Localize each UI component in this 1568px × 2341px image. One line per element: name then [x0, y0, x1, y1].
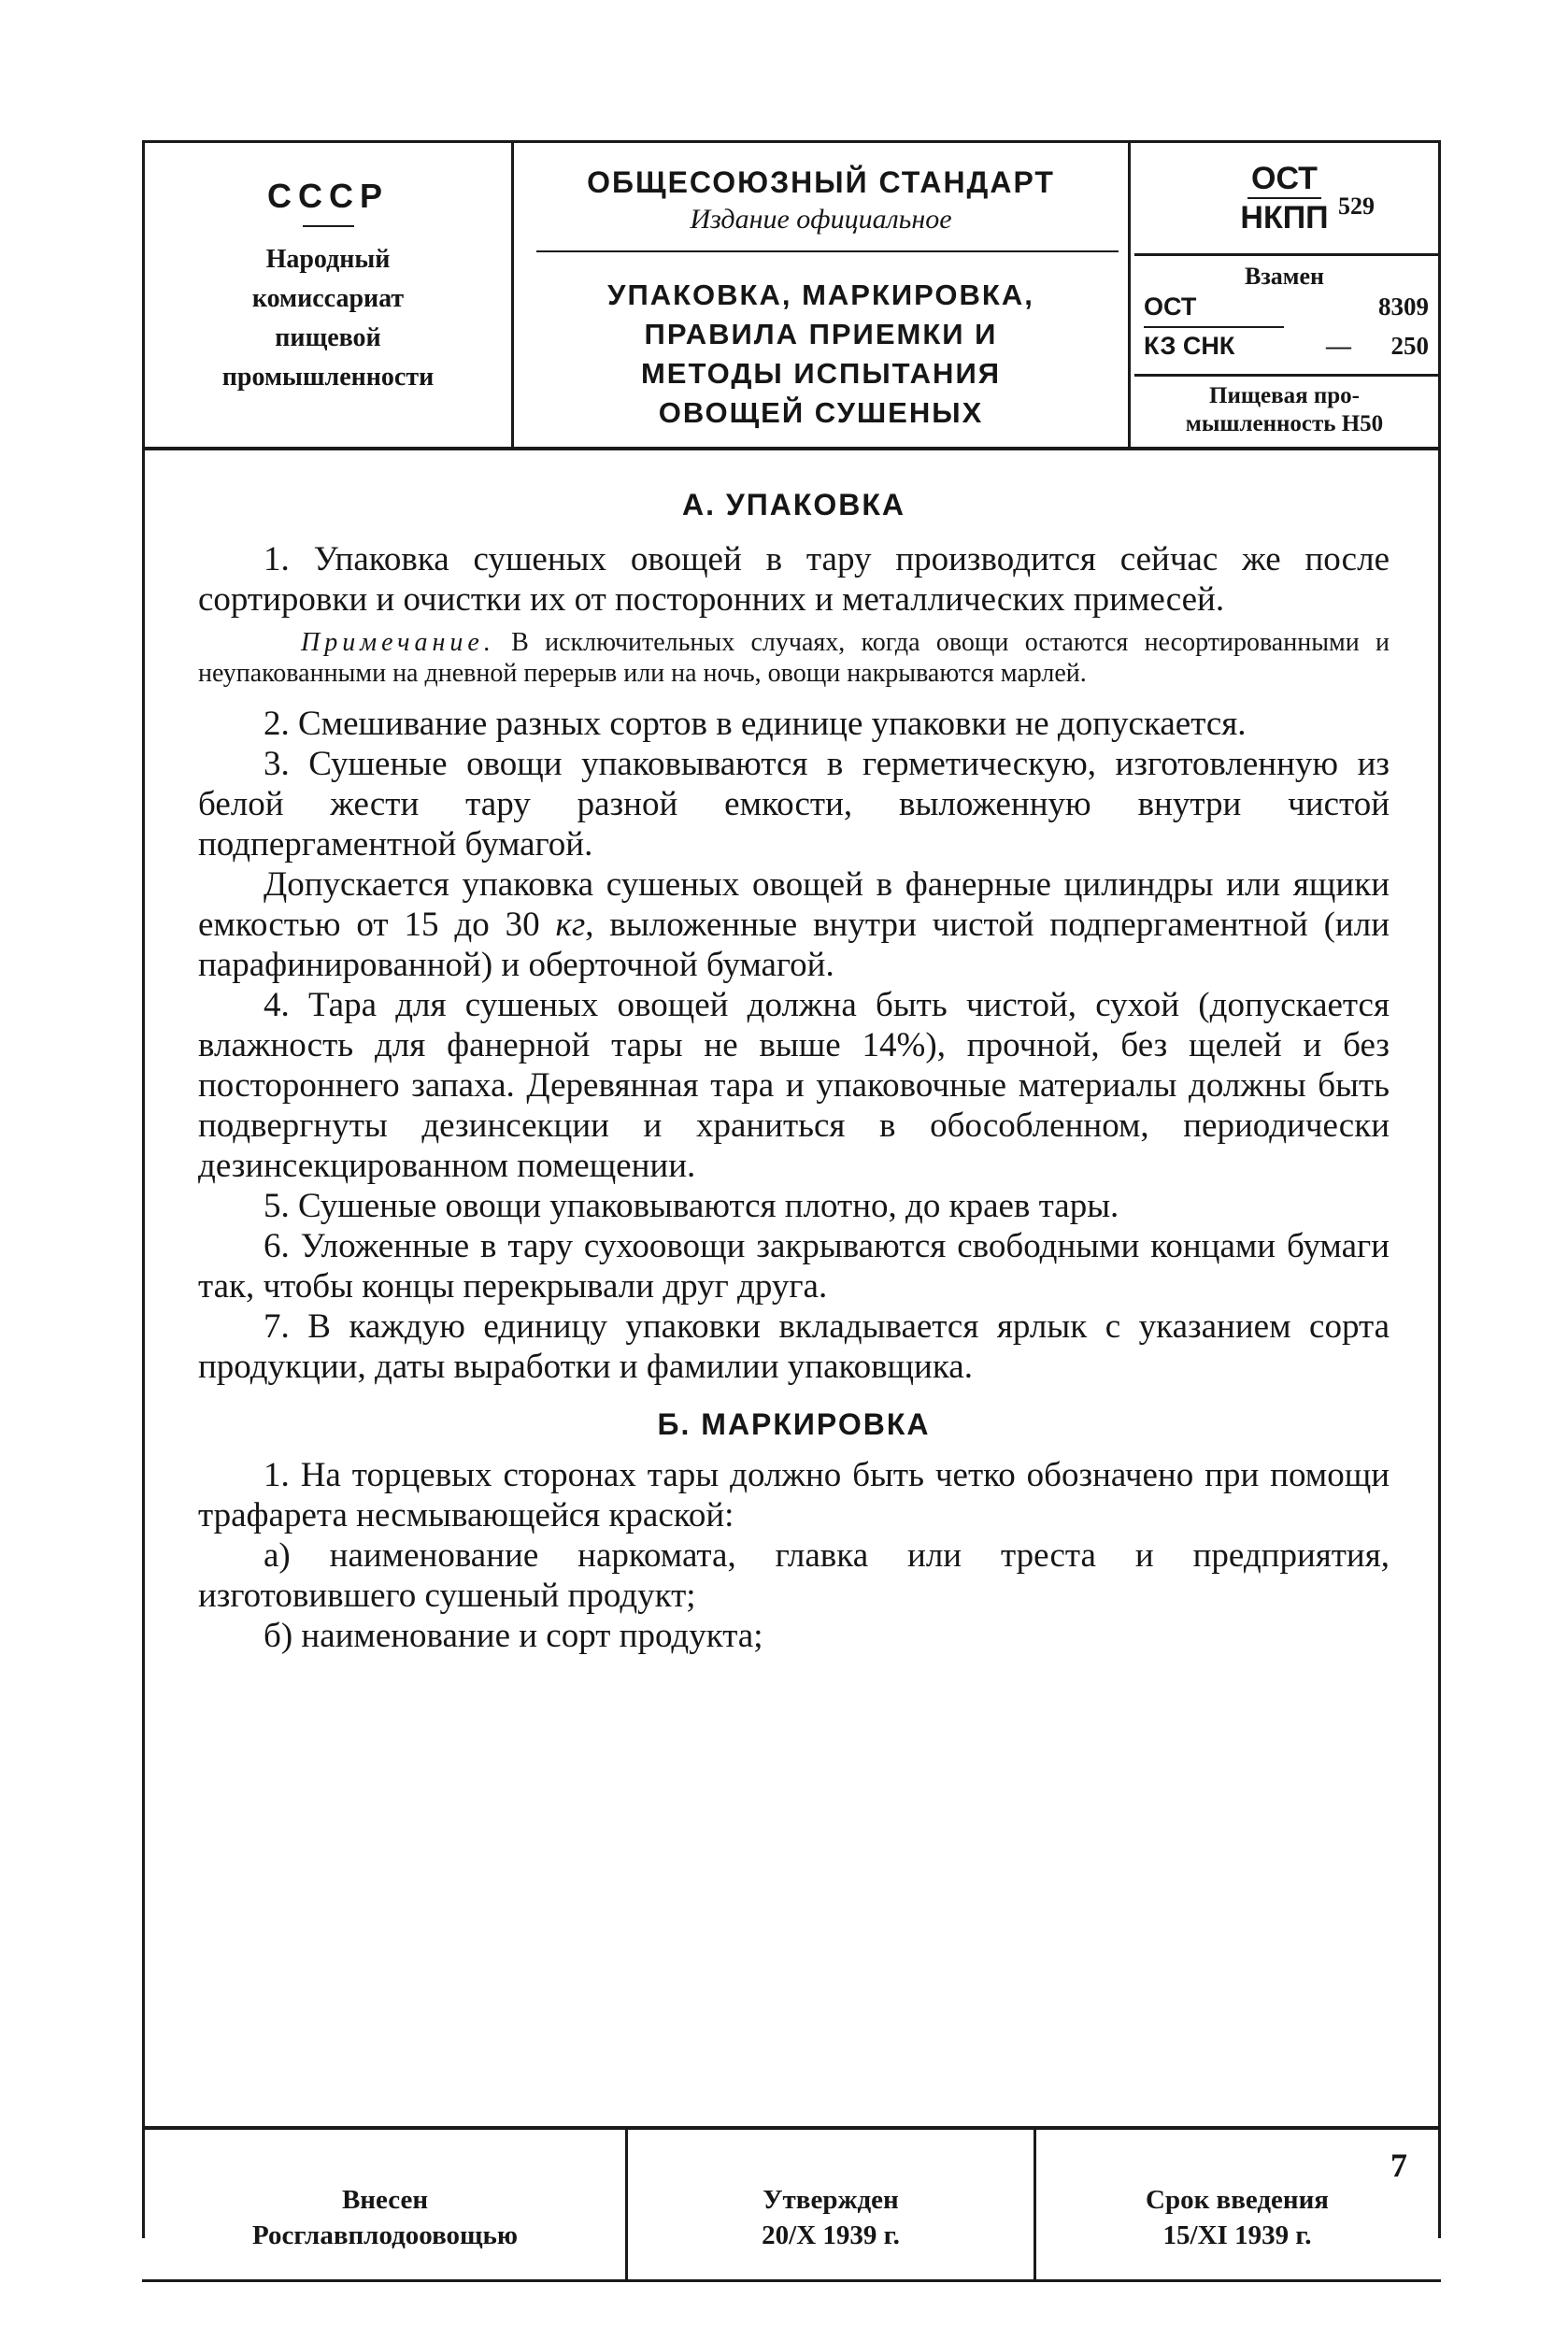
- paragraph: 6. Уложенные в тару сухоовощи закрываются свободными концами бумаги так, чтобы концы перекрывали друг друга.: [198, 1227, 1390, 1306]
- frame-left-border: [142, 140, 145, 2238]
- title-line: МЕТОДЫ ИСПЫТАНИЯ: [640, 357, 1002, 390]
- header-title-cell: [514, 143, 1131, 447]
- header-agency-cell: [145, 143, 514, 447]
- nkpp-label: НКПП: [1240, 200, 1329, 236]
- agency-line: пищевой: [275, 323, 381, 352]
- paragraph: [198, 864, 1390, 985]
- paragraph: 1. Упаковка сушеных овощей в тару производится сейчас же после сортировки и очистки их от посторонних и металлических примесей.: [198, 540, 1390, 619]
- footer-approved: [628, 2130, 1036, 2279]
- replaces-number: 250: [1390, 332, 1429, 360]
- paragraph: б) наименование и сорт продукта;: [264, 1617, 763, 1655]
- paragraph: 4. Тара для сушеных овощей должна быть чистой, сухой (допускается влажность для фанерной тары не выше 14%), прочной, без щелей и без постороннего запаха. Деревянная тара и упаковочные материалы должны быть подвергнуты дезинсекции и храниться в обособленном, периодически дезинсекцированном помещении.: [198, 986, 1390, 1185]
- header-divider: [536, 250, 1119, 252]
- replaces-number: 8309: [1378, 293, 1429, 321]
- effective-label: Срок введения: [1146, 2185, 1329, 2215]
- standard-header: [142, 140, 1441, 450]
- agency-line: Народный: [265, 245, 391, 274]
- footer-effective: [1036, 2130, 1438, 2279]
- agency-line: промышленности: [221, 363, 435, 392]
- header-code-cell: [1131, 143, 1438, 447]
- replaces-underline: [1144, 326, 1284, 328]
- paragraph-text: , выложенные внутри чистой подпергаментной (или парафинированной) и оберточной бумагой.: [198, 906, 1390, 984]
- document-title: [514, 276, 1128, 433]
- edition-label: Издание официальное: [690, 204, 952, 235]
- section-heading: А. УПАКОВКА: [681, 488, 906, 521]
- paragraph: 1. На торцевых сторонах тары должно быть четко обозначено при помощи трафарета несмывающейся краской:: [198, 1456, 1390, 1534]
- replaces-code: КЗ СНК: [1144, 332, 1235, 360]
- title-line: УПАКОВКА, МАРКИРОВКА,: [607, 278, 1034, 311]
- industry-classification: [1131, 382, 1438, 438]
- page-number: 7: [1390, 2147, 1407, 2184]
- section-packaging: [198, 488, 1390, 1656]
- note-text: В исключительных случаях, когда овощи остаются несортированными и неупакованными на дневной перерыв или на ночь, овощи накрываются марлей.: [198, 628, 1390, 688]
- unit-kg: кг: [555, 906, 586, 944]
- footer-introduced: [145, 2130, 628, 2279]
- code-divider: [1134, 253, 1438, 256]
- title-line: ПРАВИЛА ПРИЕМКИ И: [644, 318, 998, 350]
- industry-line: мышленность Н50: [1185, 411, 1384, 436]
- agency-line: комиссариат: [251, 284, 405, 313]
- introduced-by: Росглавплодоовощью: [251, 2220, 519, 2250]
- paragraph: 3. Сушеные овощи упаковываются в герметическую, изготовленную из белой жести тару разной емкости, выложенную внутри чистой подпергаментной бумагой.: [198, 745, 1390, 864]
- industry-line: Пищевая про-: [1209, 383, 1360, 408]
- approved-date: 20/Х 1939 г.: [762, 2220, 900, 2250]
- country-label: СССР: [266, 177, 389, 215]
- paragraph: 5. Сушеные овощи упаковываются плотно, до краев тары.: [264, 1187, 1119, 1225]
- standard-number: 529: [1338, 193, 1375, 220]
- country-dash: [303, 225, 354, 227]
- note-label: Примечание.: [301, 628, 495, 657]
- replaces-dash: —: [1326, 332, 1351, 360]
- document-frame: [142, 140, 1441, 2250]
- approved-label: Утвержден: [763, 2185, 899, 2215]
- section-heading: Б. МАРКИРОВКА: [657, 1407, 931, 1441]
- code-divider: [1134, 374, 1438, 377]
- paragraph: а) наименование наркомата, главка или треста и предприятия, изготовившего сушеный продукт;: [198, 1536, 1390, 1615]
- replaces-code: ОСТ: [1144, 293, 1197, 321]
- frame-right-border: [1438, 140, 1441, 2238]
- note: [198, 627, 1390, 689]
- standard-code: [1131, 160, 1438, 236]
- paragraph-text: Допускается упаковка сушеных овощей в фанерные цилиндры или ящики емкостью от 15 до 30: [198, 865, 1390, 944]
- introduced-label: Внесен: [341, 2185, 429, 2215]
- ost-label: ОСТ: [1247, 160, 1321, 199]
- agency-name: [145, 240, 511, 397]
- title-line: ОВОЩЕЙ СУШЕНЫХ: [658, 396, 984, 429]
- standard-type: ОБЩЕСОЮЗНЫЙ СТАНДАРТ: [587, 165, 1055, 199]
- effective-date: 15/XI 1939 г.: [1162, 2220, 1312, 2250]
- replaces-label: Взамен: [1244, 263, 1325, 290]
- paragraph: 7. В каждую единицу упаковки вкладывается ярлык с указанием сорта продукции, даты выработки и фамилии упаковщика.: [198, 1307, 1390, 1386]
- paragraph: 2. Смешивание разных сортов в единице упаковки не допускается.: [264, 705, 1247, 743]
- standard-footer: [142, 2126, 1441, 2282]
